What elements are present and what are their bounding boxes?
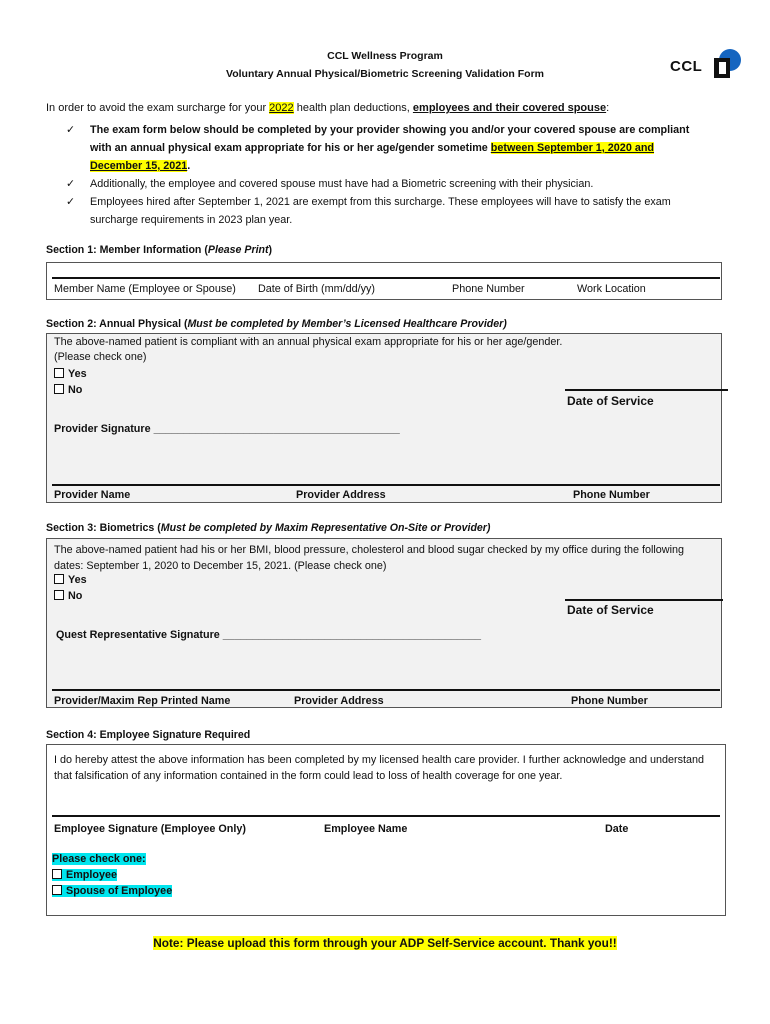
ccl-logo	[670, 48, 744, 82]
provider-phone-label: Phone Number	[573, 489, 650, 501]
section2-check-one: (Please check one)	[54, 351, 147, 363]
provider-address-label: Provider Address	[296, 489, 386, 501]
check-mark-icon: ✓	[66, 196, 76, 208]
section1-title-c: )	[268, 244, 273, 256]
employee-name-label: Employee Name	[324, 823, 408, 835]
quest-representative-signature-field[interactable]: Quest Representative Signature ___________________________________________	[56, 629, 482, 641]
upload-note	[0, 936, 770, 950]
provider-info-line	[52, 484, 720, 486]
check-mark-icon: ✓	[66, 178, 76, 190]
spouse-checkbox[interactable]	[52, 885, 172, 897]
physical-date-of-service-label: Date of Service	[567, 394, 654, 408]
checkbox-icon[interactable]	[54, 384, 64, 394]
section3-title	[46, 522, 490, 534]
section4-title: Section 4: Employee Signature Required	[46, 729, 251, 741]
rep-info-line	[52, 689, 720, 691]
bullet-1-text	[90, 121, 710, 175]
check-one-text: Please check one:	[52, 853, 146, 865]
bullet-1-date-range-b: December 15, 2021	[90, 160, 188, 172]
intro-part1: In order to avoid the exam surcharge for your	[46, 102, 270, 114]
biometrics-yes-checkbox[interactable]	[54, 574, 87, 586]
intro-year: 2022	[269, 102, 294, 114]
provider-name-label: Provider Name	[54, 489, 131, 501]
employee-option[interactable]	[52, 869, 117, 881]
biometrics-date-line	[565, 599, 723, 601]
member-info-line	[52, 277, 720, 279]
section3-title-b: Must be completed by Maxim Representative On-Site or Provider)	[160, 522, 491, 534]
employee-option-label: Employee	[66, 869, 118, 881]
checkbox-icon[interactable]	[54, 590, 64, 600]
biometrics-no-label: No	[68, 590, 83, 602]
intro-text	[46, 102, 736, 114]
physical-no-label: No	[68, 384, 83, 396]
rep-provider-address-label: Provider Address	[294, 695, 384, 707]
section1-title-a: Section 1: Member Information (	[46, 244, 208, 256]
provider-signature-field[interactable]: Provider Signature _________________________________________	[54, 423, 400, 435]
section1-title	[46, 244, 272, 256]
bullet-1-main: The exam form below should be completed by your provider showing you and/or your covered spouse are compliant with an annual physical exam appropriate for his or her age/gender sometime	[90, 124, 690, 154]
bullet-1-end: .	[187, 160, 191, 172]
logo-text: CCL	[670, 58, 703, 75]
attestation-text: I do hereby attest the above information has been completed by my licensed health care provider. I further acknowledge and understand that falsification of any information contained in the form could lead to loss of health coverage for one year.	[54, 754, 705, 782]
employee-signature-label: Employee Signature (Employee Only)	[54, 823, 246, 835]
intro-part3: :	[606, 102, 610, 114]
employee-signature-line	[52, 815, 720, 817]
checkbox-icon[interactable]	[54, 574, 64, 584]
section2-title-b: Must be completed by Member’s Licensed Healthcare Provider)	[187, 318, 507, 330]
check-mark-icon: ✓	[66, 124, 76, 136]
bullet-1-date-range-a: between September 1, 2020 and	[490, 142, 655, 154]
work-location-label: Work Location	[577, 283, 646, 295]
physical-date-line	[565, 389, 728, 391]
checkbox-icon[interactable]	[54, 368, 64, 378]
physical-yes-label: Yes	[68, 368, 87, 380]
biometrics-no-checkbox[interactable]	[54, 590, 82, 602]
physical-yes-checkbox[interactable]	[54, 368, 87, 380]
member-phone-label: Phone Number	[452, 283, 525, 295]
section1-title-b: Please Print	[207, 244, 269, 256]
physical-no-checkbox[interactable]	[54, 384, 82, 396]
section2-description: The above-named patient is compliant with an annual physical exam appropriate for his or her age/gender.	[54, 336, 563, 348]
biometrics-date-of-service-label: Date of Service	[567, 603, 654, 617]
section2-title	[46, 318, 507, 330]
spouse-option[interactable]	[52, 885, 172, 897]
form-program-title: CCL Wellness Program	[327, 50, 443, 62]
check-one-label	[52, 853, 146, 865]
member-name-label: Member Name (Employee or Spouse)	[54, 283, 236, 295]
rep-printed-name-label: Provider/Maxim Rep Printed Name	[54, 695, 231, 707]
rep-phone-label: Phone Number	[571, 695, 648, 707]
biometrics-yes-label: Yes	[68, 574, 87, 586]
dob-label: Date of Birth (mm/dd/yy)	[258, 283, 375, 295]
upload-note-text: Note: Please upload this form through your ADP Self-Service account. Thank you!!	[153, 936, 617, 950]
intro-part2: health plan deductions,	[293, 102, 413, 114]
section3-description: The above-named patient had his or her BMI, blood pressure, cholesterol and blood sugar checked by my office during the following dates: September 1, 2020 to December 15, 2021. (Please check one)	[54, 544, 684, 572]
form-title: Voluntary Annual Physical/Biometric Screening Validation Form	[226, 68, 544, 80]
intro-who: employees and their covered spouse	[412, 102, 607, 114]
section3-title-a: Section 3: Biometrics (	[46, 522, 161, 534]
bullet-3-text: Employees hired after September 1, 2021 are exempt from this surcharge. These employees will have to satisfy the exam surcharge requirements in 2023 plan year.	[90, 196, 671, 226]
annual-physical-box	[46, 333, 722, 503]
logo-mark-icon	[710, 48, 742, 80]
section2-title-a: Section 2: Annual Physical (	[46, 318, 188, 330]
date-label: Date	[605, 823, 629, 835]
checkbox-icon[interactable]	[52, 869, 62, 879]
bullet-2-text: Additionally, the employee and covered spouse must have had a Biometric screening with their physician.	[90, 178, 594, 190]
employee-checkbox[interactable]	[52, 869, 117, 881]
spouse-option-label: Spouse of Employee	[66, 885, 173, 897]
checkbox-icon[interactable]	[52, 885, 62, 895]
